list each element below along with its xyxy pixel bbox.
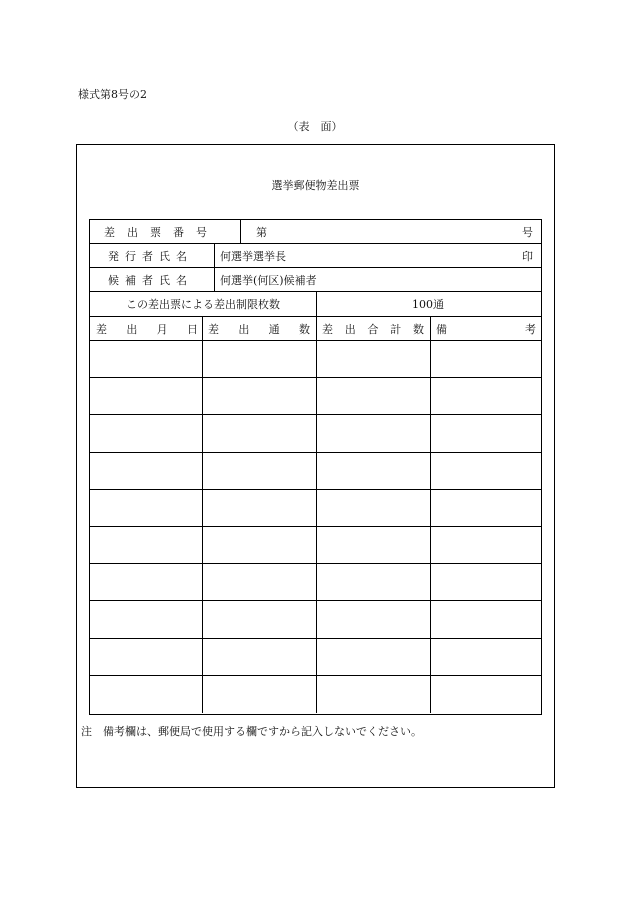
table-cell: [320, 341, 420, 377]
table-row: [90, 676, 541, 713]
ticket-number-prefix: 第: [256, 225, 267, 239]
form-frame: [76, 144, 555, 788]
ticket-number-row: [90, 220, 541, 244]
table-cell: [320, 415, 420, 451]
header-send-count: 差 出 通 数: [208, 322, 310, 336]
table-cell: [206, 676, 306, 713]
table-cell: [94, 601, 194, 637]
table-row: [90, 639, 541, 676]
table-row: [90, 378, 541, 415]
table-cell: [206, 490, 306, 526]
table-cell: [206, 527, 306, 563]
table-row: [90, 527, 541, 564]
table-cell: [94, 415, 194, 451]
limit-row: [90, 292, 541, 317]
table-cell: [94, 378, 194, 414]
footnote: 注 備考欄は、郵便局で使用する欄ですから記入しないでください。: [81, 725, 422, 738]
table-header-row: [90, 317, 541, 341]
table-cell: [320, 601, 420, 637]
header-send-date: 差 出 月 日: [96, 322, 198, 336]
document-title: 選挙郵便物差出票: [271, 179, 360, 192]
table-cell: [94, 453, 194, 489]
form-code: 様式第8号の2: [78, 88, 147, 101]
table-cell: [320, 676, 420, 713]
table-cell: [94, 564, 194, 600]
table-cell: [94, 639, 194, 675]
table-cell: [434, 527, 534, 563]
table-row: [90, 601, 541, 638]
table-cell: [434, 676, 534, 713]
table-cell: [94, 341, 194, 377]
issuer-label: 発行者氏名: [108, 249, 193, 263]
table-cell: [434, 564, 534, 600]
table-row: [90, 341, 541, 378]
table-cell: [206, 341, 306, 377]
table-cell: [94, 676, 194, 713]
table-cell: [206, 378, 306, 414]
table-cell: [206, 564, 306, 600]
table-cell: [434, 378, 534, 414]
ticket-number-suffix: 号: [522, 225, 533, 239]
table-row: [90, 415, 541, 452]
table-cell: [320, 453, 420, 489]
limit-value: 100通: [412, 298, 444, 311]
table-cell: [320, 527, 420, 563]
table-cell: [320, 490, 420, 526]
table-cell: [320, 378, 420, 414]
header-remarks: 備 考: [436, 322, 536, 336]
table-cell: [206, 601, 306, 637]
table-cell: [434, 490, 534, 526]
table-cell: [434, 415, 534, 451]
table-cell: [320, 639, 420, 675]
limit-label: この差出票による差出制限枚数: [126, 298, 280, 311]
header-send-total: 差 出 合 計 数: [322, 322, 424, 336]
table-cell: [94, 490, 194, 526]
form-table: [89, 219, 542, 715]
table-cell: [434, 601, 534, 637]
table-cell: [206, 453, 306, 489]
table-row: [90, 490, 541, 527]
candidate-label: 候補者氏名: [108, 273, 193, 287]
table-cell: [320, 564, 420, 600]
candidate-value: 何選挙(何区)候補者: [220, 273, 317, 287]
issuer-value: 何選挙選挙長: [220, 249, 286, 263]
candidate-row: [90, 268, 541, 292]
table-row: [90, 564, 541, 601]
issuer-row: [90, 244, 541, 268]
side-label: （表 面）: [287, 120, 343, 133]
table-cell: [94, 527, 194, 563]
table-row: [90, 453, 541, 490]
table-cell: [206, 415, 306, 451]
table-cell: [434, 341, 534, 377]
table-cell: [206, 639, 306, 675]
seal-mark: 印: [522, 249, 533, 263]
ticket-number-label: 差出票番号: [104, 225, 219, 239]
table-cell: [434, 453, 534, 489]
table-cell: [434, 639, 534, 675]
